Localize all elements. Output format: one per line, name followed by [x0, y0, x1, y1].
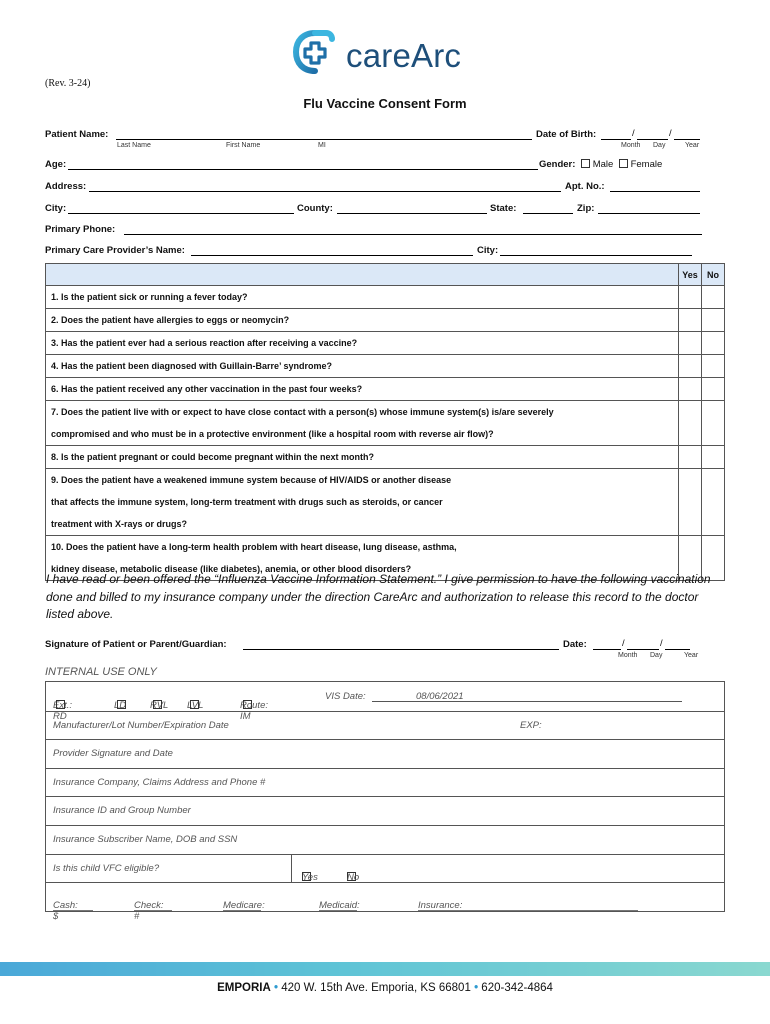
female-label: Female — [630, 159, 663, 170]
address-label: Address: — [45, 181, 87, 192]
medicare-field[interactable] — [223, 900, 261, 911]
signature-year-field[interactable] — [665, 639, 690, 650]
internal-use-heading: INTERNAL USE ONLY — [45, 666, 157, 678]
question-no-cell[interactable] — [702, 401, 725, 446]
question-row — [46, 355, 725, 378]
check-field[interactable] — [134, 900, 172, 911]
female-checkbox[interactable] — [619, 159, 628, 168]
question-line: 10. Does the patient have a long-term health problem with heart disease, lung disease, asthma, — [51, 542, 457, 552]
signature-month-field[interactable] — [593, 639, 621, 650]
male-checkbox[interactable] — [581, 159, 590, 168]
provider-label: Primary Care Provider’s Name: — [45, 245, 185, 256]
mi-caption: MI — [318, 142, 326, 149]
question-line: treatment with X-rays or drugs? — [51, 519, 188, 529]
provider-city-label: City: — [477, 245, 499, 256]
internal-row-vfc — [46, 854, 724, 884]
question-line: 6. Has the patient received any other vaccination in the past four weeks? — [51, 384, 363, 394]
signature-year-caption: Year — [684, 652, 699, 659]
county-field[interactable] — [337, 203, 487, 214]
phone-field[interactable] — [124, 224, 702, 235]
question-line: 2. Does the patient have allergies to eggs or neomycin? — [51, 315, 290, 325]
lvl-label: LVL — [187, 700, 204, 711]
exp-label: EXP: — [520, 719, 542, 731]
question-text — [46, 401, 679, 446]
question-yes-cell[interactable] — [679, 446, 702, 469]
signature-day-caption: Day — [650, 652, 663, 659]
footer-separator-1: • — [273, 982, 278, 994]
question-text — [46, 378, 679, 401]
internal-row-manufacturer — [46, 711, 724, 741]
question-line: 8. Is the patient pregnant or could become pregnant within the next month? — [51, 452, 375, 462]
signature-label: Signature of Patient or Parent/Guardian: — [45, 639, 227, 650]
apt-label: Apt. No.: — [565, 181, 605, 192]
consent-statement: I have read or been offered the “Influenza Vaccine Information Statement.” I give permission to have the following vaccination done and billed to my insurance company under the direction CareArc and authorization to release this record to the doctor listed above. — [46, 572, 711, 621]
question-yes-cell[interactable] — [679, 309, 702, 332]
subscriber-label: Insurance Subscriber Name, DOB and SSN — [53, 834, 238, 845]
medicaid-label: Medicaid: — [319, 900, 360, 912]
zip-label: Zip: — [577, 203, 595, 214]
question-row — [46, 309, 725, 332]
dob-year-field[interactable] — [674, 129, 700, 140]
insurance-company-label: Insurance Company, Claims Address and Phone # — [53, 776, 266, 788]
dob-label: Date of Birth: — [536, 129, 597, 140]
question-yes-cell[interactable] — [679, 469, 702, 536]
check-label: Check: # — [134, 900, 164, 923]
signature-month-caption: Month — [618, 652, 638, 659]
last-name-caption: Last Name — [117, 142, 151, 149]
signature-date-label: Date: — [563, 639, 587, 650]
question-yes-cell[interactable] — [679, 378, 702, 401]
question-no-cell[interactable] — [702, 469, 725, 536]
internal-row-subscriber — [46, 825, 724, 855]
lvl-checkbox[interactable] — [190, 700, 199, 709]
provider-signature-label: Provider Signature and Date — [53, 748, 173, 760]
age-field[interactable] — [68, 159, 538, 170]
question-yes-cell[interactable] — [679, 355, 702, 378]
form-title: Flu Vaccine Consent Form — [303, 96, 467, 111]
manufacturer-label: Manufacturer/Lot Number/Expiration Date — [53, 719, 229, 731]
state-field[interactable] — [523, 203, 573, 214]
footer-separator-2: • — [474, 982, 479, 994]
vfc-yes-label: Yes — [302, 871, 318, 883]
insurance-id-label: Insurance ID and Group Number — [53, 805, 191, 817]
dob-day-field[interactable] — [637, 129, 668, 140]
question-no-cell[interactable] — [702, 286, 725, 309]
city-label: City: — [45, 203, 67, 214]
question-no-cell[interactable] — [702, 446, 725, 469]
internal-row-provider-signature — [46, 739, 724, 769]
question-text — [46, 309, 679, 332]
ld-checkbox[interactable] — [117, 700, 126, 709]
question-line: 4. Has the patient been diagnosed with Guillain-Barre’ syndrome? — [51, 361, 333, 371]
male-label: Male — [592, 159, 614, 170]
internal-row-route — [46, 682, 724, 722]
internal-row-payment — [46, 882, 724, 923]
rd-checkbox[interactable] — [56, 700, 65, 709]
signature-field[interactable] — [243, 639, 559, 650]
ld-label: LD — [114, 700, 127, 711]
first-name-caption: First Name — [226, 142, 261, 149]
question-no-cell[interactable] — [702, 332, 725, 355]
vis-date-label: VIS Date: — [325, 691, 366, 702]
question-line: compromised and who must be in a protective environment (like a hospital room with reverse air flow)? — [51, 429, 494, 439]
question-no-cell[interactable] — [702, 355, 725, 378]
question-row — [46, 286, 725, 309]
question-yes-cell[interactable] — [679, 332, 702, 355]
question-text — [46, 355, 679, 378]
question-row — [46, 469, 725, 536]
question-text — [46, 332, 679, 355]
ext-rd-label: Ext.: RD — [53, 700, 73, 722]
provider-name-field[interactable] — [191, 245, 473, 256]
internal-row-insurance-id — [46, 796, 724, 826]
yes-column-header: Yes — [679, 264, 702, 286]
footer-phone: 620-342-4864 — [481, 982, 553, 994]
provider-city-field[interactable] — [500, 245, 692, 256]
question-text — [46, 446, 679, 469]
footer-city: EMPORIA — [217, 982, 271, 994]
medicaid-field[interactable] — [319, 900, 357, 911]
state-label: State: — [490, 203, 517, 214]
no-column-header: No — [702, 264, 725, 286]
route-im-checkbox[interactable] — [243, 700, 252, 709]
gender-label: Gender: — [539, 159, 576, 170]
patient-name-field[interactable] — [116, 129, 532, 140]
vfc-label: Is this child VFC eligible? — [53, 862, 160, 874]
question-line: 1. Is the patient sick or running a fever today? — [51, 292, 248, 302]
question-line: 7. Does the patient live with or expect to have close contact with a person(s) whose immune system(s) is/are severely — [51, 407, 554, 417]
footer-street: 420 W. 15th Ave. Emporia, KS 66801 — [281, 982, 471, 994]
question-row — [46, 378, 725, 401]
revision-label: (Rev. 3-24) — [45, 78, 91, 89]
health-questionnaire-table — [45, 263, 725, 581]
county-label: County: — [297, 203, 333, 214]
address-field[interactable] — [89, 181, 561, 192]
vis-date-value: 08/06/2021 — [416, 691, 464, 702]
rvl-label: RVL — [150, 700, 169, 711]
question-text — [46, 286, 679, 309]
question-line: 9. Does the patient have a weakened immune system because of HIV/AIDS or another disease — [51, 475, 452, 485]
question-header-cell — [46, 264, 679, 286]
dob-month-field[interactable] — [601, 129, 631, 140]
internal-use-box — [45, 681, 725, 923]
internal-row-insurance-company — [46, 768, 724, 798]
question-yes-cell[interactable] — [679, 286, 702, 309]
medicare-label: Medicare: — [223, 900, 265, 912]
question-text — [46, 469, 679, 536]
cash-field[interactable] — [53, 900, 93, 911]
carearc-logo-icon — [292, 29, 338, 75]
questionnaire-header-row — [46, 264, 725, 286]
patient-name-label: Patient Name: — [45, 129, 109, 140]
cash-label: Cash: $ — [53, 900, 78, 923]
question-no-cell[interactable] — [702, 309, 725, 332]
age-label: Age: — [45, 159, 67, 170]
question-yes-cell[interactable] — [679, 401, 702, 446]
question-row — [46, 446, 725, 469]
city-field[interactable] — [68, 203, 294, 214]
question-line: that affects the immune system, long-term treatment with drugs such as steroids, or cancer — [51, 497, 443, 507]
question-row — [46, 401, 725, 446]
insurance-label: Insurance: — [418, 900, 463, 912]
dob-month-caption: Month — [621, 142, 641, 149]
question-line: 3. Has the patient ever had a serious reaction after receiving a vaccine? — [51, 338, 358, 348]
signature-day-field[interactable] — [627, 639, 659, 650]
question-line: kidney disease, metabolic disease (like diabetes), anemia, or other blood disorders? — [51, 564, 412, 574]
apt-field[interactable] — [610, 181, 700, 192]
vfc-no-label: No — [347, 871, 360, 883]
phone-label: Primary Phone: — [45, 224, 116, 235]
footer-stripe — [0, 962, 770, 976]
dob-year-caption: Year — [685, 142, 700, 149]
dob-day-caption: Day — [653, 142, 666, 149]
insurance-field[interactable] — [418, 900, 638, 911]
question-row — [46, 332, 725, 355]
zip-field[interactable] — [598, 203, 700, 214]
footer-address — [0, 982, 770, 994]
question-no-cell[interactable] — [702, 378, 725, 401]
brand-name: careArc — [346, 37, 462, 74]
route-im-label: Route: IM — [240, 700, 268, 722]
rvl-checkbox[interactable] — [153, 700, 162, 709]
